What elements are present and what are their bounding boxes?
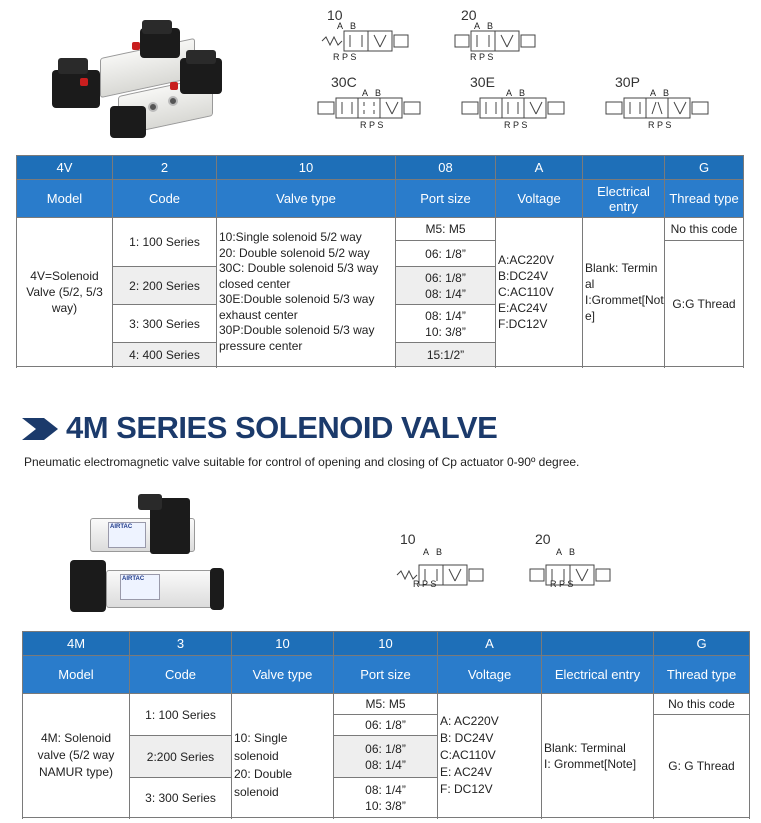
port-b: B: [519, 88, 526, 98]
port-b: B: [375, 88, 382, 98]
port-cell: 15:1/2”: [396, 343, 496, 367]
port-b: B: [663, 88, 670, 98]
code-port-size: 08: [396, 156, 496, 180]
header-voltage: Voltage: [496, 180, 583, 218]
port-a: A: [474, 21, 481, 31]
valve-type-cell: 10: Single solenoid 20: Double solenoid: [232, 694, 334, 818]
voltage-cell: A: AC220V B: DC24V C:AC110V E: AC24V F: DC12V: [438, 694, 542, 818]
header-port-size: Port size: [334, 656, 438, 694]
header-port-size: Port size: [396, 180, 496, 218]
header-thread: Thread type: [654, 656, 750, 694]
model-cell: 4M: Solenoid valve (5/2 way NAMUR type): [23, 694, 130, 818]
chevron-icon: [22, 418, 62, 440]
port-a: A: [556, 547, 563, 557]
port-rps: R P S: [360, 120, 384, 130]
code-model: 4M: [23, 632, 130, 656]
symbol-label-10: 10: [400, 531, 416, 547]
header-electrical: Electrical entry: [583, 180, 665, 218]
header-code: Code: [113, 180, 217, 218]
code-valve-type: 10: [232, 632, 334, 656]
symbol-label-10: 10: [327, 7, 343, 23]
port-cell: 08: 1/4” 10: 3/8”: [396, 305, 496, 343]
port-a: A: [337, 21, 344, 31]
electrical-cell: Blank: Terminal I: Grommet[Note]: [542, 694, 654, 818]
spec-table-4v: [16, 155, 744, 367]
symbol-label-20: 20: [461, 7, 477, 23]
port-rps: R P S: [333, 52, 357, 62]
port-b: B: [569, 547, 576, 557]
port-a: A: [362, 88, 369, 98]
port-cell: 06: 1/8”: [334, 715, 438, 736]
section-description: Pneumatic electromagnetic valve suitable for control of opening and closing of Cp actuator 0-90º degree.: [24, 455, 580, 469]
brand-label: AIRTAC: [120, 574, 160, 600]
series-cell: 4: 400 Series: [113, 343, 217, 367]
product-photo-4v: [40, 18, 240, 148]
code-voltage: A: [496, 156, 583, 180]
port-cell: 06: 1/8”: [396, 241, 496, 267]
series-cell: 1: 100 Series: [130, 694, 232, 736]
port-b: B: [436, 547, 443, 557]
port-cell: 08: 1/4” 10: 3/8”: [334, 778, 438, 818]
port-rps: R P S: [648, 120, 672, 130]
valve-symbols-4v: [310, 5, 750, 130]
spec-table-4m: [22, 631, 750, 818]
port-rps: R P S: [504, 120, 528, 130]
port-rps: R P S: [470, 52, 494, 62]
code-thread: G: [665, 156, 744, 180]
code-electrical: [542, 632, 654, 656]
header-electrical: Electrical entry: [542, 656, 654, 694]
header-valve-type: Valve type: [232, 656, 334, 694]
code-series: 3: [130, 632, 232, 656]
code-thread: G: [654, 632, 750, 656]
header-thread: Thread type: [665, 180, 744, 218]
brand-label: AIRTAC: [108, 522, 146, 548]
electrical-cell: Blank: Terminal I:Grommet[Note]: [583, 218, 665, 367]
series-cell: 3: 300 Series: [113, 305, 217, 343]
code-series: 2: [113, 156, 217, 180]
symbol-label-30c: 30C: [331, 74, 357, 90]
symbol-label-30p: 30P: [615, 74, 640, 90]
port-cell: 06: 1/8” 08: 1/4”: [396, 267, 496, 305]
port-rps: R P S: [550, 579, 574, 589]
series-cell: 3: 300 Series: [130, 778, 232, 818]
thread-cell: G:G Thread: [665, 241, 744, 367]
thread-cell: G: G Thread: [654, 715, 750, 818]
port-a: A: [650, 88, 657, 98]
port-b: B: [487, 21, 494, 31]
code-model: 4V: [17, 156, 113, 180]
header-model: Model: [23, 656, 130, 694]
header-model: Model: [17, 180, 113, 218]
header-code: Code: [130, 656, 232, 694]
port-cell: 06: 1/8” 08: 1/4”: [334, 736, 438, 778]
port-a: A: [423, 547, 430, 557]
port-a: A: [506, 88, 513, 98]
port-rps: R P S: [413, 579, 437, 589]
symbol-label-20: 20: [535, 531, 551, 547]
code-electrical: [583, 156, 665, 180]
section-title: 4M SERIES SOLENOID VALVE: [66, 410, 498, 445]
thread-cell: No this code: [654, 694, 750, 715]
header-voltage: Voltage: [438, 656, 542, 694]
code-voltage: A: [438, 632, 542, 656]
port-cell: M5: M5: [334, 694, 438, 715]
port-cell: M5: M5: [396, 218, 496, 241]
series-cell: 1: 100 Series: [113, 218, 217, 267]
voltage-cell: A:AC220V B:DC24V C:AC110V E:AC24V F:DC12V: [496, 218, 583, 367]
thread-cell: No this code: [665, 218, 744, 241]
model-cell: 4V=Solenoid Valve (5/2, 5/3 way): [17, 218, 113, 367]
symbol-label-30e: 30E: [470, 74, 495, 90]
product-photo-4m: [60, 490, 230, 620]
header-valve-type: Valve type: [217, 180, 396, 218]
code-valve-type: 10: [217, 156, 396, 180]
code-port-size: 10: [334, 632, 438, 656]
series-cell: 2: 200 Series: [113, 267, 217, 305]
series-cell: 2:200 Series: [130, 736, 232, 778]
port-b: B: [350, 21, 357, 31]
valve-type-cell: 10:Single solenoid 5/2 way 20: Double solenoid 5/2 way 30C: Double solenoid 5/3 way closed center 30E:Double solenoid 5/3 way exhaust center 30P:Double solenoid 5/3 way pressure center: [217, 218, 396, 367]
